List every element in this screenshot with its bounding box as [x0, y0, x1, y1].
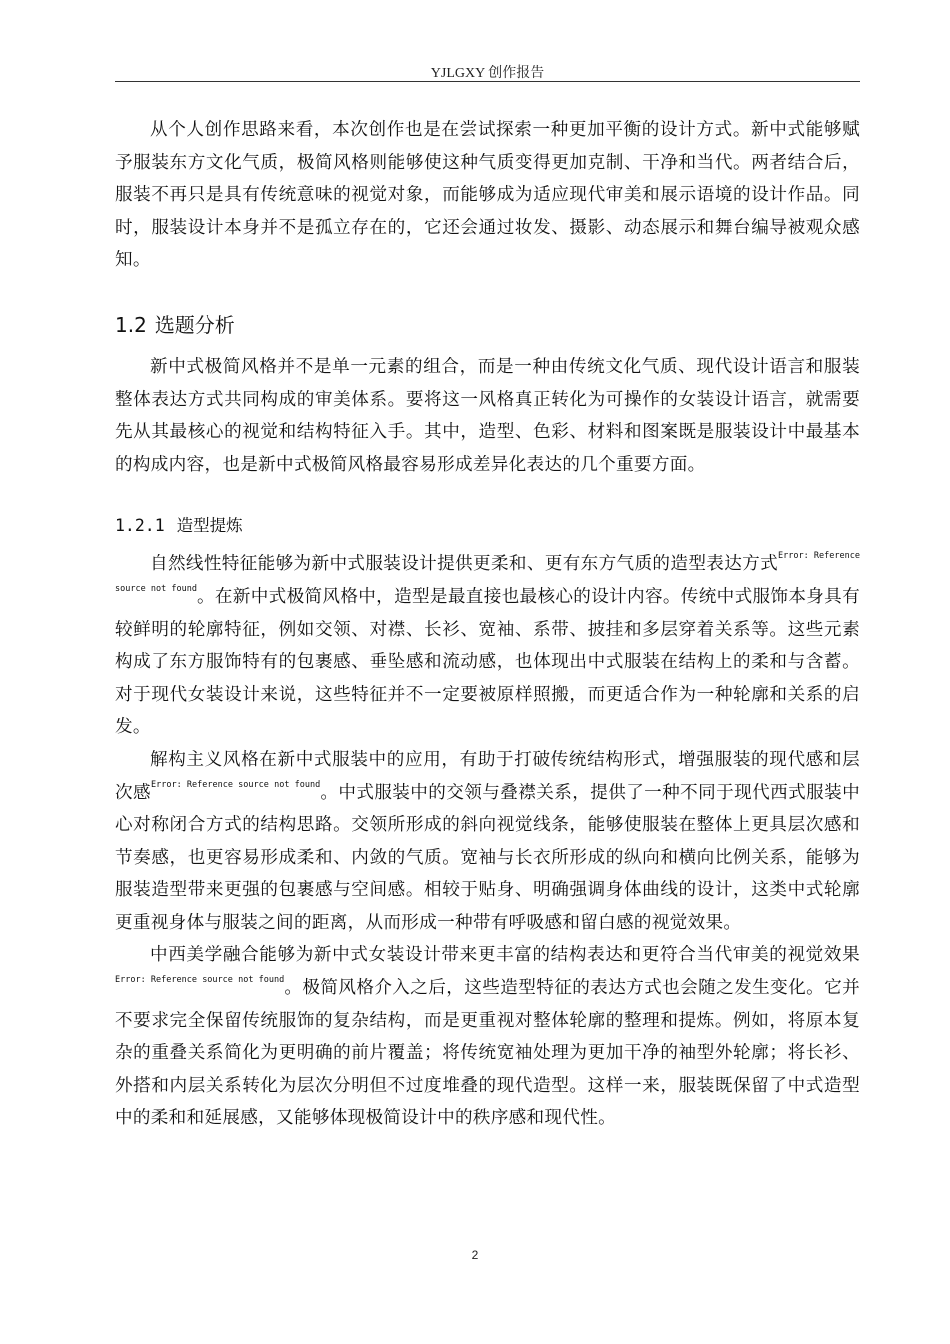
paragraph-text: 。极简风格介入之后，这些造型特征的表达方式也会随之发生变化。它并不要求完全保留传统服饰的复杂结构，而是更重视对整体轮廓的整理和提炼。例如，将原本复杂的重叠关系简化为更明确的前片覆盖；将传统宽袖处理为更加干净的袖型外轮廓；将长衫、外搭和内层关系转化为层次分明但不过度堆叠的现代造型。这样一来，服装既保留了中式造型中的柔和和延展感，又能够体现极简设计中的秩序感和现代性。 — [115, 978, 860, 1129]
paragraph-deconstruction — [115, 744, 860, 940]
citation-error: Error: Reference source not found — [150, 779, 321, 790]
page-number: 2 — [471, 1248, 479, 1262]
section-number: 1.2 — [115, 312, 147, 337]
header-divider — [115, 81, 860, 82]
page-body — [115, 114, 860, 1135]
paragraph-text: 。在新中式极简风格中，造型是最直接也最核心的设计内容。传统中式服饰本身具有较鲜明的轮廓特征，例如交领、对襟、长衫、宽袖、系带、披挂和多层穿着关系等。这些元素构成了东方服饰特有的包裹感、垂坠感和流动感，也体现出中式服装在结构上的柔和与含蓄。对于现代女装设计来说，这些特征并不一定要被原样照搬，而更适合作为一种轮廓和关系的启发。 — [115, 586, 860, 738]
paragraph-text: 中西美学融合能够为新中式女装设计带来更丰富的结构表达和更符合当代审美的视觉效果 — [150, 945, 860, 966]
subsection-title: 造型提炼 — [176, 516, 243, 536]
citation-error: Error: Reference source not found — [115, 975, 285, 986]
section-title: 选题分析 — [154, 312, 235, 337]
citation-error: Error: Reference source not found — [115, 551, 860, 594]
paragraph-aesthetic-fusion — [115, 939, 860, 1135]
running-header: YJLGXY 创作报告 — [430, 66, 545, 81]
subsection-heading — [115, 513, 860, 539]
paragraph-intro: 从个人创作思路来看，本次创作也是在尝试探索一种更加平衡的设计方式。新中式能够赋予服装东方文化气质，极简风格则能够使这种气质变得更加克制、干净和当代。两者结合后，服装不再只是具有传统意味的视觉对象，而能够成为适应现代审美和展示语境的设计作品。同时，服装设计本身并不是孤立存在的，它还会通过妆发、摄影、动态展示和舞台编导被观众感知。 — [115, 120, 860, 271]
paragraph-text: 解构主义风格在新中式服装中的应用，有助于打破传统结构形式，增强服装的现代感和层次感 — [115, 749, 860, 803]
paragraph-text: 自然线性特征能够为新中式服装设计提供更柔和、更有东方气质的造型表达方式 — [150, 554, 779, 575]
paragraph-topic-analysis: 新中式极简风格并不是单一元素的组合，而是一种由传统文化气质、现代设计语言和服装整体表达方式共同构成的审美体系。要将这一风格真正转化为可操作的女装设计语言，就需要先从其最核心的视觉和结构特征入手。其中，造型、色彩、材料和图案既是服装设计中最基本的构成内容，也是新中式极简风格最容易形成差异化表达的几个重要方面。 — [115, 356, 860, 475]
paragraph-text: 。中式服装中的交领与叠襟关系，提供了一种不同于现代西式服装中心对称闭合方式的结构思路。交领所形成的斜向视觉线条，能够使服装在整体上更具层次感和节奏感，也更容易形成柔和、内敛的气质。宽袖与长衣所形成的纵向和横向比例关系，能够为服装造型带来更强的包裹感与空间感。相较于贴身、明确强调身体曲线的设计，这类中式轮廓更重视身体与服装之间的距离，从而形成一种带有呼吸感和留白感的视觉效果。 — [115, 782, 860, 933]
subsection-number: 1.2.1 — [115, 516, 165, 536]
section-heading — [115, 311, 860, 339]
paragraph-form-refinement — [115, 548, 860, 744]
